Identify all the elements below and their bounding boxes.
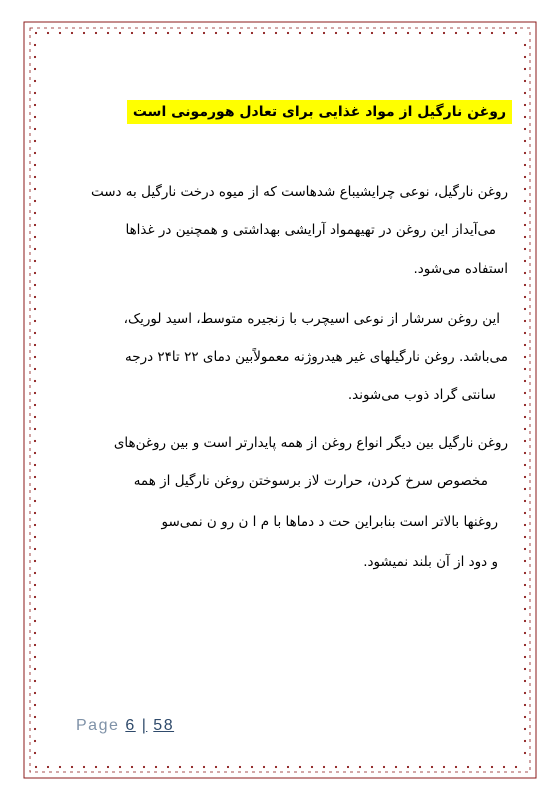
border-dot [47,766,49,768]
border-dot [34,488,36,490]
border-dot [71,766,73,768]
border-dot [155,766,157,768]
border-dot [34,344,36,346]
border-dot [167,766,169,768]
border-dot [524,164,526,166]
border-dot [34,128,36,130]
border-dot [524,536,526,538]
border-dot [524,104,526,106]
border-dot [524,752,526,754]
border-dot [34,236,36,238]
border-dot [34,392,36,394]
border-dot [34,308,36,310]
paragraph-line: روغن نارگیل، نوعی چرایشیباع شدهاست که از میوه درخت نارگیل به دست [90,184,508,200]
border-dot [203,766,205,768]
border-dot [524,380,526,382]
border-dot [179,766,181,768]
border-dot [34,212,36,214]
border-dot [524,308,526,310]
border-dot [455,32,457,34]
border-dot [34,188,36,190]
border-dot [34,416,36,418]
border-dot [524,332,526,334]
border-dot [347,32,349,34]
border-dot [119,766,121,768]
border-dot [335,32,337,34]
border-dot [491,32,493,34]
border-dot [323,766,325,768]
border-dot [443,32,445,34]
border-dot [34,356,36,358]
border-dot [34,296,36,298]
border-dot [515,766,517,768]
border-dot [479,766,481,768]
border-dot [131,766,133,768]
border-dot [524,692,526,694]
border-dot [524,680,526,682]
border-dot [524,296,526,298]
border-dot [34,380,36,382]
border-dot [34,476,36,478]
border-dot [239,766,241,768]
border-dot [299,766,301,768]
border-dot [395,32,397,34]
border-dot [83,766,85,768]
page-label: Page [76,717,120,734]
border-dot [34,524,36,526]
border-dot [311,766,313,768]
border-dot [491,766,493,768]
border-dot [287,766,289,768]
border-dot [524,740,526,742]
border-dot [524,224,526,226]
border-dot [227,766,229,768]
page-number-footer [76,716,174,736]
border-dot [407,766,409,768]
border-dot [443,766,445,768]
border-dot [524,44,526,46]
border-dot [34,428,36,430]
border-dot [299,32,301,34]
border-dot [524,92,526,94]
border-dot [524,704,526,706]
border-dot [524,728,526,730]
border-dot [34,176,36,178]
border-dot [131,32,133,34]
border-dot [34,668,36,670]
border-dot [524,644,526,646]
border-dot [215,32,217,34]
border-dot [191,766,193,768]
paragraph-line: روغن نارگیل بین دیگر انواع روغن از همه پایدارتر است و بین روغن‌های [113,435,508,451]
paragraph-line: و دود از آن بلند نمیشود. [363,554,498,570]
border-dot [34,368,36,370]
border-dot [107,766,109,768]
border-dot [34,644,36,646]
border-dot [524,428,526,430]
border-dot [34,140,36,142]
border-dot [431,32,433,34]
border-dot [34,500,36,502]
border-dot [311,32,313,34]
border-dot [34,740,36,742]
border-dot [359,32,361,34]
border-dot [203,32,205,34]
border-dot [34,548,36,550]
border-dot [524,128,526,130]
border-dot [167,32,169,34]
border-dot [34,704,36,706]
border-dot [34,56,36,58]
border-dot [383,766,385,768]
border-dot [34,692,36,694]
paragraph-line: روغنها بالاتر است بنابراین حت د دماها با م ا ن رو ن نمی‌سو [161,514,498,530]
border-dot [524,500,526,502]
border-dot [34,608,36,610]
border-dot [215,766,217,768]
border-dot [524,476,526,478]
border-dot [83,32,85,34]
current-page-number: 6 [125,717,136,734]
border-dot [524,548,526,550]
border-dot [524,620,526,622]
border-dot [431,766,433,768]
border-dot [503,766,505,768]
border-dot [524,260,526,262]
border-dot [524,356,526,358]
border-dot [34,260,36,262]
border-dot [34,716,36,718]
border-dot [524,344,526,346]
border-dot [335,766,337,768]
border-dot [239,32,241,34]
border-dot [34,512,36,514]
border-dot [34,92,36,94]
border-dot [524,488,526,490]
border-dot [503,32,505,34]
border-dot [524,524,526,526]
border-dot [34,680,36,682]
border-dot [34,452,36,454]
border-dot [419,766,421,768]
border-dot [34,752,36,754]
border-dot [143,766,145,768]
border-dot [35,766,37,768]
border-dot [524,560,526,562]
border-dot [34,404,36,406]
border-dot [34,320,36,322]
border-dot [323,32,325,34]
border-dot [395,766,397,768]
border-dot [107,32,109,34]
border-dot [371,32,373,34]
border-dot [524,668,526,670]
paragraph-line: استفاده می‌شود. [413,261,508,277]
border-dot [95,32,97,34]
border-dot [34,584,36,586]
border-dot [34,728,36,730]
border-dot [143,32,145,34]
border-dot [34,536,36,538]
border-dot [34,332,36,334]
border-dot [524,116,526,118]
paragraph-line: این روغن سرشار از نوعی اسیچرب با زنجیره متوسط، اسید لوریک، [123,311,500,327]
border-dot [524,200,526,202]
border-dot [359,766,361,768]
page-separator: | [141,717,148,734]
border-dot [524,56,526,58]
border-dot [34,464,36,466]
border-dot [119,32,121,34]
border-dot [275,32,277,34]
border-dot [275,766,277,768]
border-dot [524,440,526,442]
border-dot [524,80,526,82]
border-dot [524,284,526,286]
border-dot [34,68,36,70]
border-dot [371,766,373,768]
paragraph-line: می‌آیداز این روغن در تهیهمواد آرایشی بهداشتی و همچنین در غذاها [125,222,496,238]
border-dot [383,32,385,34]
border-dot [34,44,36,46]
border-dot [251,32,253,34]
border-dot [347,766,349,768]
border-dot [524,392,526,394]
border-dot [524,176,526,178]
border-dot [34,560,36,562]
border-dot [95,766,97,768]
border-dot [179,32,181,34]
border-dot [524,212,526,214]
border-dot [524,404,526,406]
border-dot [227,32,229,34]
border-dot [34,440,36,442]
border-dot [467,766,469,768]
border-dot [263,32,265,34]
border-dot [34,164,36,166]
border-dot [263,766,265,768]
border-dot [47,32,49,34]
border-dot [524,584,526,586]
border-dot [524,236,526,238]
border-dot [34,152,36,154]
border-dot [524,368,526,370]
border-dot [524,320,526,322]
paragraph-line: مخصوص سرخ کردن، حرارت لاز برسوختن روغن نارگیل از همه [133,473,488,489]
border-dot [524,248,526,250]
border-dot [524,152,526,154]
border-dot [524,464,526,466]
border-dot [524,596,526,598]
border-dot [59,32,61,34]
border-dot [524,632,526,634]
border-dot [34,632,36,634]
border-dot [34,596,36,598]
border-dot [34,248,36,250]
border-dot [479,32,481,34]
border-dot [407,32,409,34]
border-dot [524,656,526,658]
border-dot [524,272,526,274]
paragraph-line: می‌باشد. روغن نارگیلهای غیر هیدروژنه معمولاًبین دمای ۲۲ تا۲۴ درجه [125,349,508,365]
border-dot [524,512,526,514]
border-dot [35,32,37,34]
border-dot [34,200,36,202]
border-dot [524,416,526,418]
document-title: روغن نارگیل از مواد غذایی برای تعادل هورمونی است [127,100,512,124]
border-dot [34,656,36,658]
border-dot [59,766,61,768]
border-dot [34,572,36,574]
border-dot [34,620,36,622]
border-dot [34,272,36,274]
border-dot [524,716,526,718]
border-dot [71,32,73,34]
border-dot [34,284,36,286]
border-dot [34,116,36,118]
border-dot [524,188,526,190]
border-dot [419,32,421,34]
border-dot [515,32,517,34]
border-dot [524,452,526,454]
border-dot [524,608,526,610]
border-dot [34,104,36,106]
border-dot [191,32,193,34]
total-pages-number: 58 [153,717,175,734]
border-dot [251,766,253,768]
paragraph-line: سانتی گراد ذوب می‌شوند. [347,387,496,403]
border-dot [467,32,469,34]
border-dot [455,766,457,768]
border-dot [524,68,526,70]
border-dot [34,224,36,226]
border-dot [524,572,526,574]
border-dot [287,32,289,34]
border-dot [524,140,526,142]
border-dot [34,80,36,82]
border-dot [155,32,157,34]
